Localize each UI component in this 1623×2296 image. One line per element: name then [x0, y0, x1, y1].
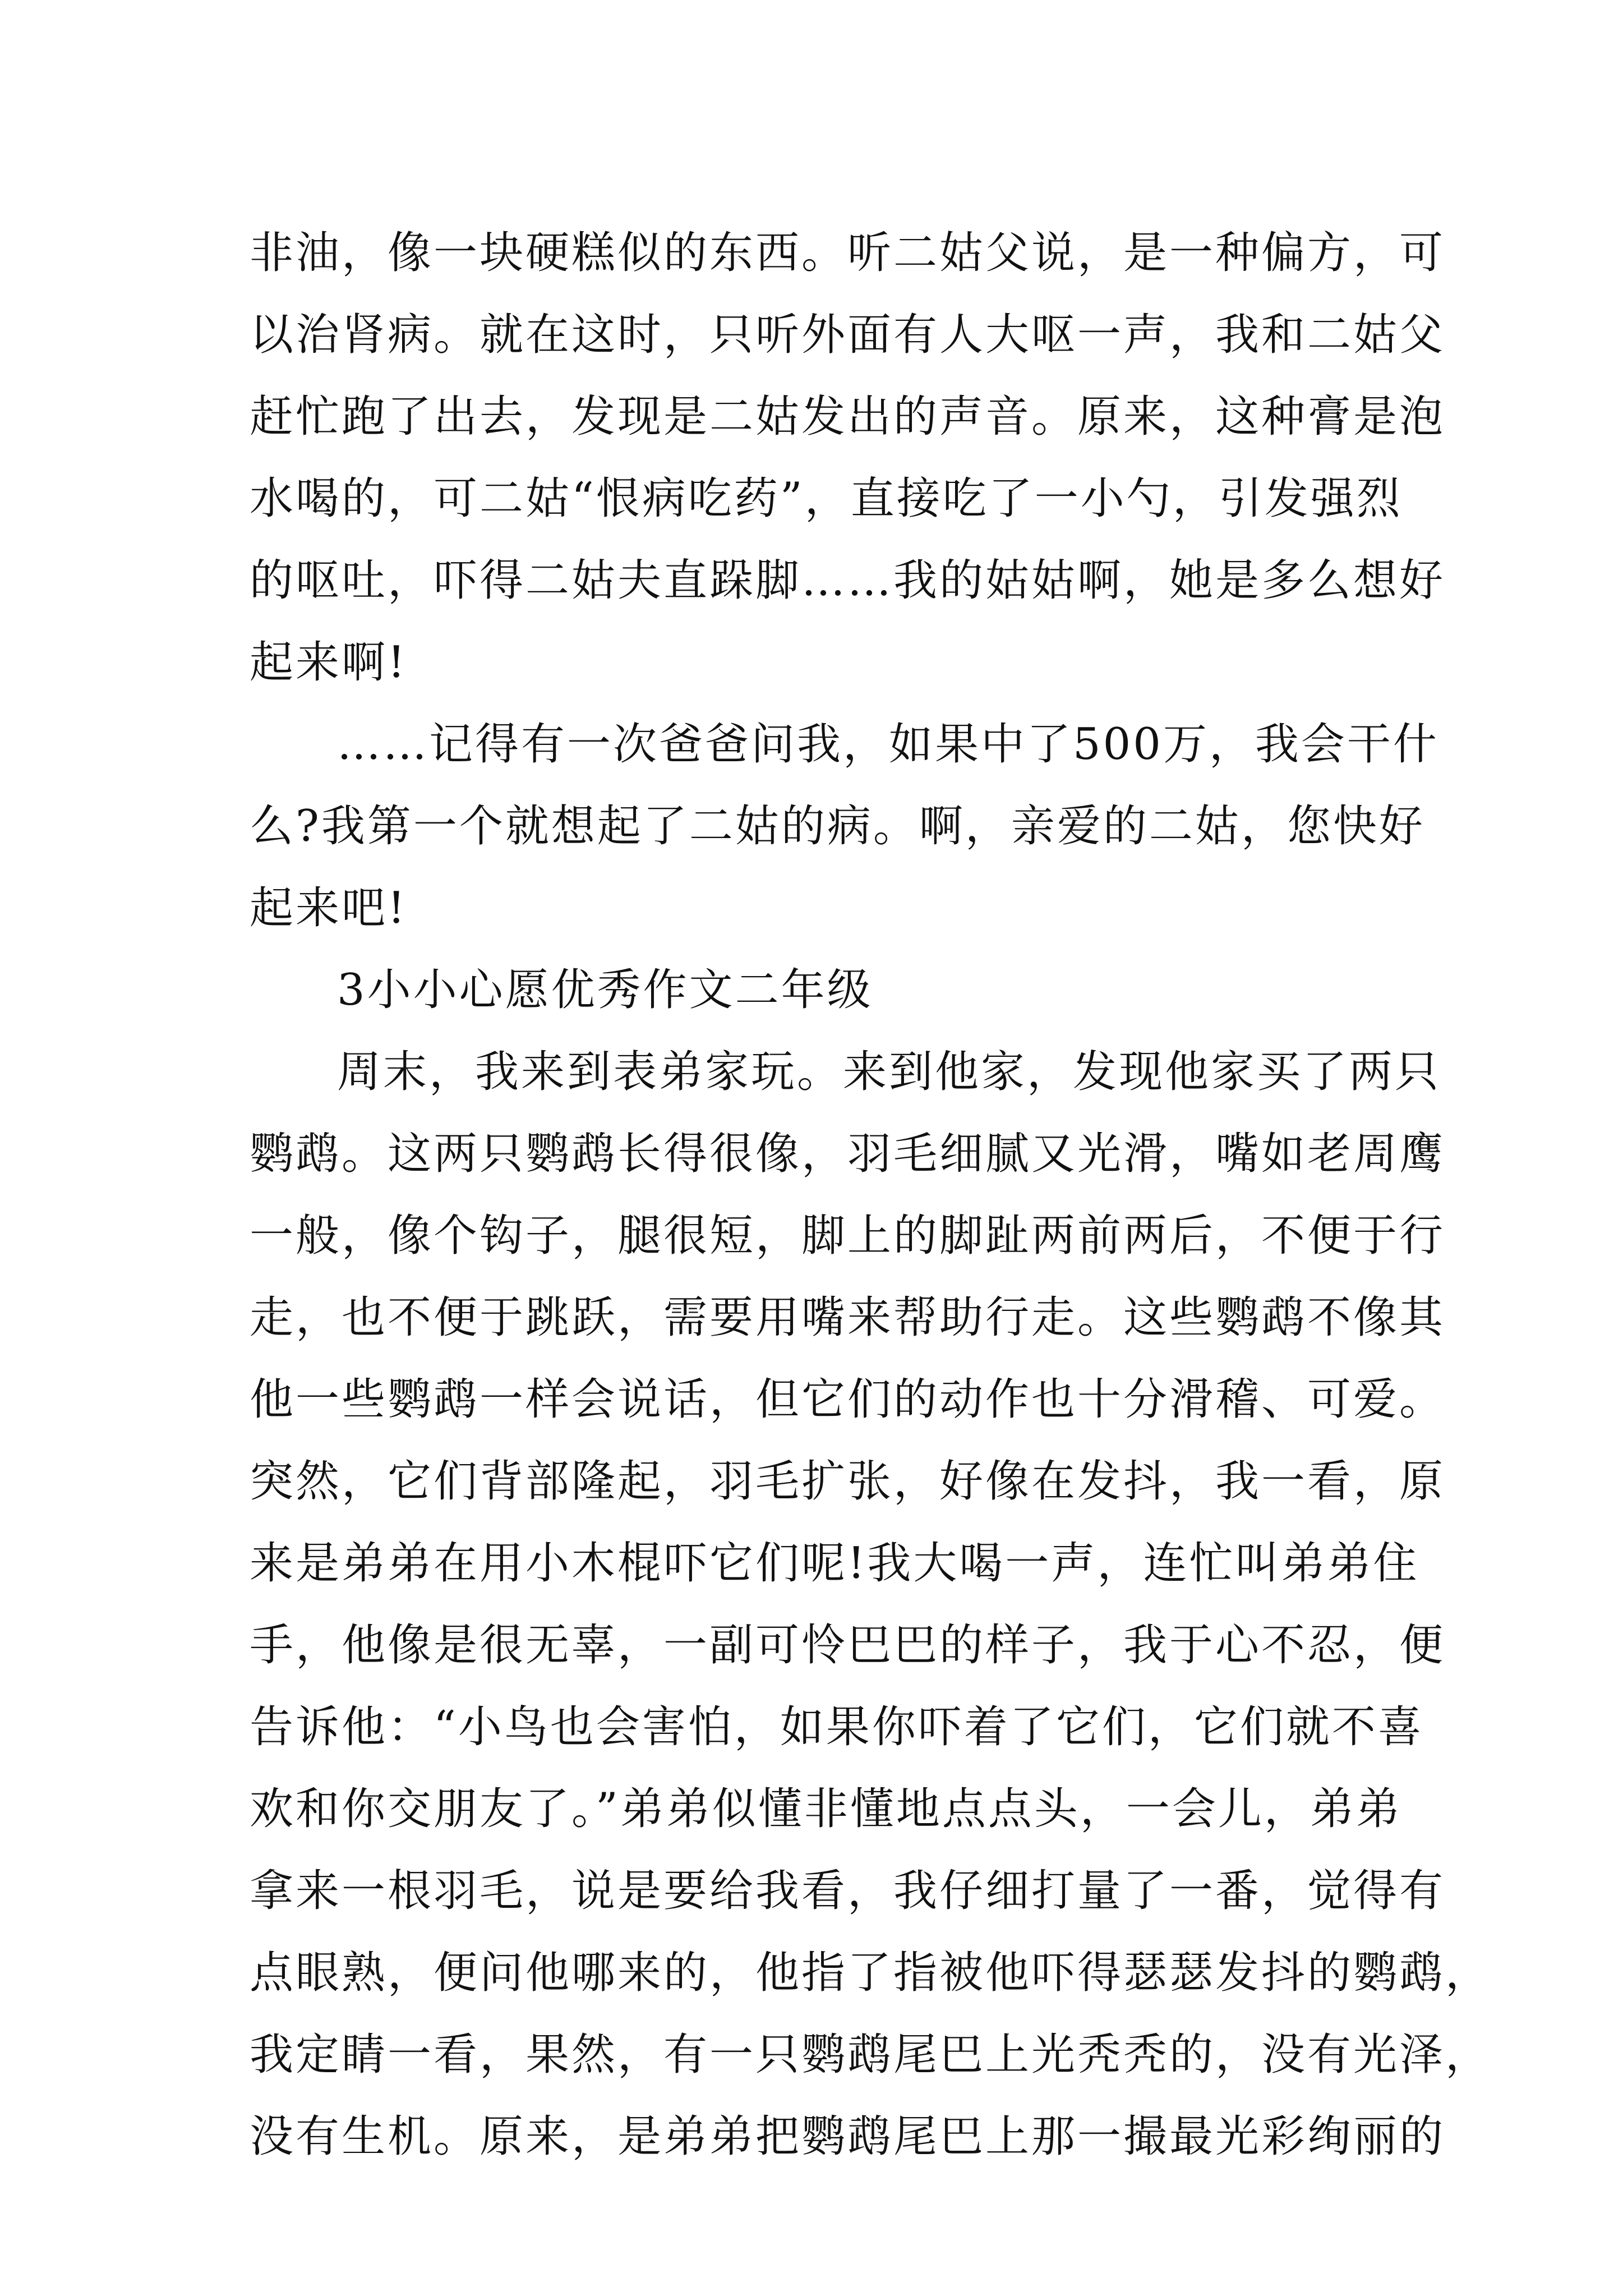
text-line: 的呕吐，吓得二姑夫直跺脚……我的姑姑啊，她是多么想好 [250, 555, 1446, 606]
text-line: 来是弟弟在用小木棍吓它们呢!我大喝一声，连忙叫弟弟住 [250, 1538, 1419, 1589]
paragraph-start-line: ……记得有一次爸爸问我，如果中了500万，我会干什 [337, 719, 1439, 770]
text-line: 鹦鹉。这两只鹦鹉长得很像，羽毛细腻又光滑，嘴如老周鹰 [250, 1129, 1446, 1179]
text-line: 他一些鹦鹉一样会说话，但它们的动作也十分滑稽、可爱。 [250, 1374, 1446, 1425]
text-line: 水喝的，可二姑“恨病吃药”，直接吃了一小勺，引发强烈 [250, 473, 1403, 524]
paragraph-start-line: 周末，我来到表弟家玩。来到他家，发现他家买了两只 [337, 1047, 1441, 1097]
text-line: 我定睛一看，果然，有一只鹦鹉尾巴上光秃秃的，没有光泽， [250, 2030, 1492, 2080]
text-line: 一般，像个钩子，腿很短，脚上的脚趾两前两后，不便于行 [250, 1211, 1446, 1261]
text-line: 没有生机。原来，是弟弟把鹦鹉尾巴上那一撮最光彩绚丽的 [250, 2111, 1446, 2162]
section-heading: 3小小心愿优秀作文二年级 [337, 965, 873, 1015]
text-line: 拿来一根羽毛，说是要给我看，我仔细打量了一番，觉得有 [250, 1866, 1446, 1916]
text-line: 点眼熟，便问他哪来的，他指了指被他吓得瑟瑟发抖的鹦鹉， [250, 1948, 1492, 1998]
text-line: 欢和你交朋友了。”弟弟似懂非懂地点点头，一会儿，弟弟 [250, 1784, 1402, 1834]
text-line: 起来啊! [250, 637, 408, 688]
text-line: 走，也不便于跳跃，需要用嘴来帮助行走。这些鹦鹉不像其 [250, 1292, 1446, 1343]
text-line: 么?我第一个就想起了二姑的病。啊，亲爱的二姑，您快好 [250, 801, 1425, 852]
text-line: 手，他像是很无辜，一副可怜巴巴的样子，我于心不忍，便 [250, 1620, 1446, 1671]
text-line: 赶忙跑了出去，发现是二姑发出的声音。原来，这种膏是泡 [250, 392, 1446, 442]
text-line: 突然，它们背部隆起，羽毛扩张，好像在发抖，我一看，原 [250, 1456, 1446, 1507]
text-line: 起来吧! [250, 883, 408, 933]
document-body [250, 212, 1492, 2178]
text-line: 以治肾病。就在这时，只听外面有人大呕一声，我和二姑父 [250, 310, 1446, 360]
text-line: 告诉他：“小鸟也会害怕，如果你吓着了它们，它们就不喜 [250, 1702, 1424, 1752]
text-line: 非油，像一块硬糕似的东西。听二姑父说，是一种偏方，可 [250, 228, 1446, 278]
